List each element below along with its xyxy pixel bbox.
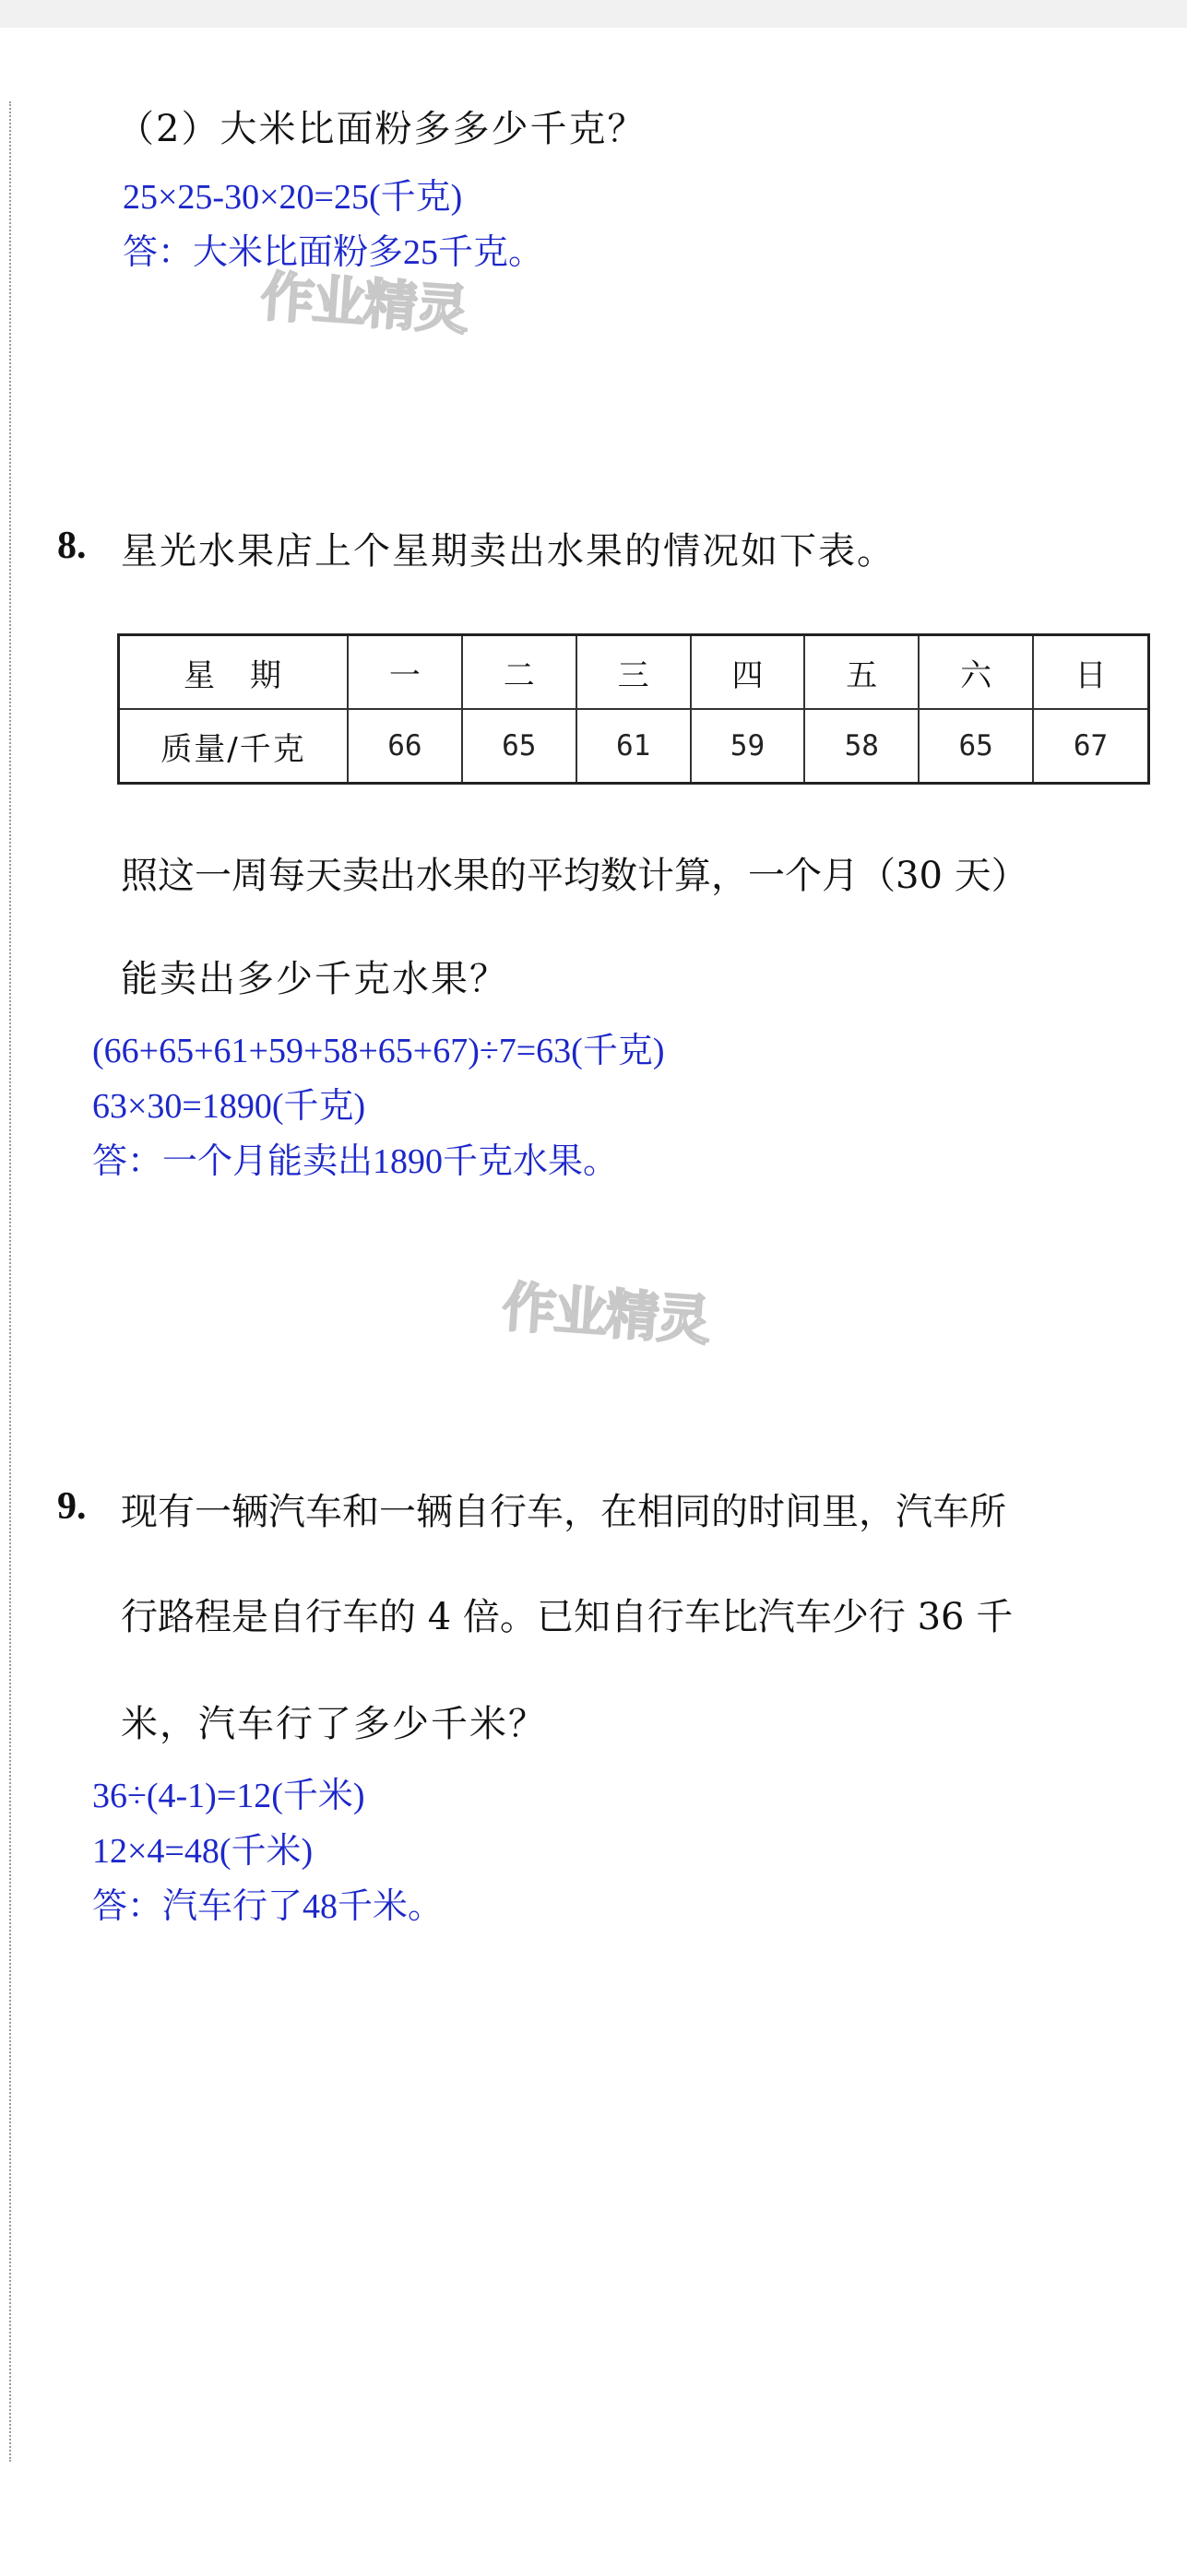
watermark-2: 作业精灵 bbox=[500, 1275, 711, 1353]
q9-line2: 行路程是自行车的 4 倍。已知自行车比汽车少行 36 千 bbox=[121, 1596, 1014, 1638]
watermark-1: 作业精灵 bbox=[258, 265, 469, 342]
q9-answer: 答：汽车行了48千米。 bbox=[92, 1887, 444, 1926]
table-value: 66 bbox=[348, 709, 462, 784]
q9-calculation-1: 36÷(4-1)=12(千米) bbox=[92, 1777, 365, 1815]
binding-margin-line bbox=[9, 101, 11, 2462]
table-value: 61 bbox=[576, 709, 691, 784]
q8-line2: 照这一周每天卖出水果的平均数计算，一个月（30 天） bbox=[121, 855, 1028, 897]
table-row-label: 质量/千克 bbox=[119, 709, 349, 784]
part2-question: （2）大米比面粉多多少千克？ bbox=[117, 108, 647, 150]
part2-answer: 答：大米比面粉多25千克。 bbox=[123, 233, 544, 272]
q9-line3: 米，汽车行了多少千米？ bbox=[121, 1703, 547, 1745]
table-day: 日 bbox=[1033, 635, 1148, 710]
q8-answer: 答：一个月能卖出1890千克水果。 bbox=[92, 1142, 619, 1181]
table-day: 一 bbox=[348, 635, 462, 710]
page-top-band bbox=[0, 0, 1187, 28]
q9-number: 9. bbox=[57, 1485, 87, 1528]
q9-line1: 现有一辆汽车和一辆自行车，在相同的时间里，汽车所 bbox=[121, 1491, 1006, 1533]
table-row-days bbox=[119, 635, 1149, 710]
table-day: 二 bbox=[462, 635, 576, 710]
table-row-mass bbox=[119, 709, 1149, 784]
table-day: 六 bbox=[919, 635, 1033, 710]
table-day: 四 bbox=[691, 635, 805, 710]
q8-calculation-2: 63×30=1890(千克) bbox=[92, 1087, 366, 1126]
table-header-label: 星 期 bbox=[119, 635, 349, 710]
fruit-sales-table bbox=[117, 633, 1150, 785]
part2-calculation: 25×25-30×20=25(千克) bbox=[123, 178, 463, 217]
table-value: 65 bbox=[462, 709, 576, 784]
table-value: 65 bbox=[919, 709, 1033, 784]
table-value: 58 bbox=[804, 709, 919, 784]
q8-number: 8. bbox=[57, 525, 87, 567]
table-value: 67 bbox=[1033, 709, 1148, 784]
q8-question: 星光水果店上个星期卖出水果的情况如下表。 bbox=[121, 530, 896, 573]
table-day: 五 bbox=[804, 635, 919, 710]
table-day: 三 bbox=[576, 635, 691, 710]
q9-calculation-2: 12×4=48(千米) bbox=[92, 1832, 314, 1871]
q8-calculation-1: (66+65+61+59+58+65+67)÷7=63(千克) bbox=[92, 1032, 665, 1070]
table-value: 59 bbox=[691, 709, 805, 784]
q8-line3: 能卖出多少千克水果？ bbox=[121, 958, 508, 1000]
